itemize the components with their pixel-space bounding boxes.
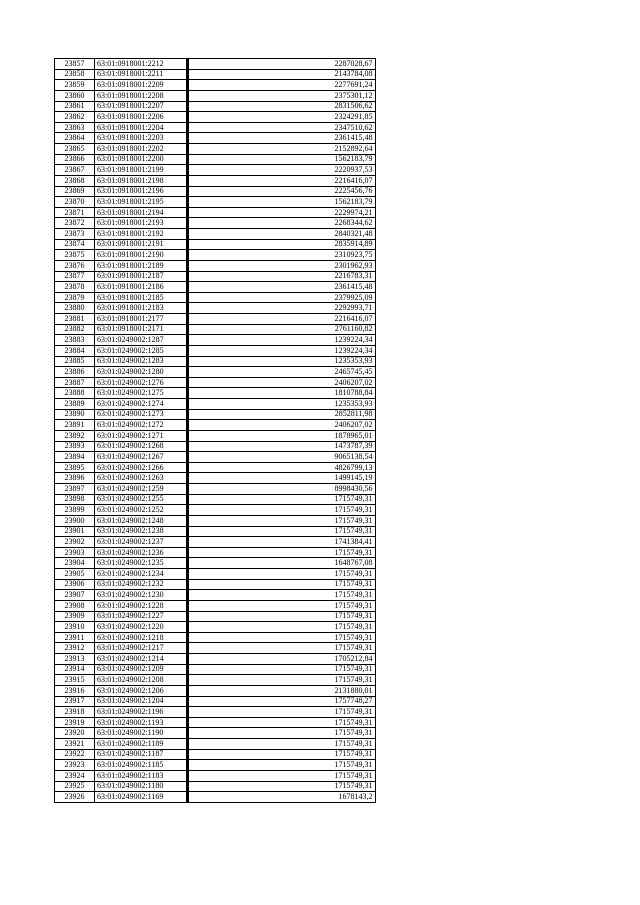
row-number-cell: 23916 bbox=[55, 685, 95, 696]
cadastral-number-cell: 63:01:0249002:1183 bbox=[95, 770, 187, 781]
cadastral-number-cell: 63:01:0918001:2198 bbox=[95, 175, 187, 186]
cadastral-value-cell: 1715749,31 bbox=[188, 770, 375, 781]
table-row bbox=[55, 728, 376, 739]
row-number-cell: 23874 bbox=[55, 239, 95, 250]
row-number-cell: 23877 bbox=[55, 271, 95, 282]
cadastral-value-cell: 2852811,98 bbox=[188, 409, 375, 420]
row-number-cell: 23884 bbox=[55, 345, 95, 356]
cadastral-value-cell: 2152892,64 bbox=[188, 144, 375, 155]
table-row bbox=[55, 739, 376, 750]
cadastral-number-cell: 63:01:0918001:2199 bbox=[95, 165, 187, 176]
table-row bbox=[55, 792, 376, 803]
table-row bbox=[55, 229, 376, 240]
row-number-cell: 23912 bbox=[55, 643, 95, 654]
row-number-cell: 23920 bbox=[55, 728, 95, 739]
table-row bbox=[55, 154, 376, 165]
cadastral-value-cell: 2229974,21 bbox=[188, 207, 375, 218]
cadastral-value-cell: 1715749,31 bbox=[188, 494, 375, 505]
cadastral-value-cell: 2379925,09 bbox=[188, 292, 375, 303]
table-row bbox=[55, 675, 376, 686]
cadastral-value-cell: 2220937,53 bbox=[188, 165, 375, 176]
cadastral-number-cell: 63:01:0249002:1283 bbox=[95, 356, 187, 367]
cadastral-number-cell: 63:01:0249002:1234 bbox=[95, 569, 187, 580]
cadastral-value-cell: 2465745,45 bbox=[188, 367, 375, 378]
cadastral-value-cell: 1715749,31 bbox=[188, 590, 375, 601]
table-row bbox=[55, 430, 376, 441]
cadastral-number-cell: 63:01:0249002:1220 bbox=[95, 622, 187, 633]
row-number-cell: 23899 bbox=[55, 505, 95, 516]
row-number-cell: 23903 bbox=[55, 547, 95, 558]
cadastral-number-cell: 63:01:0249002:1189 bbox=[95, 739, 187, 750]
table-row bbox=[55, 399, 376, 410]
cadastral-number-cell: 63:01:0918001:2203 bbox=[95, 133, 187, 144]
row-number-cell: 23907 bbox=[55, 590, 95, 601]
table-row bbox=[55, 122, 376, 133]
table-row bbox=[55, 420, 376, 431]
cadastral-number-cell: 63:01:0249002:1204 bbox=[95, 696, 187, 707]
cadastral-value-cell: 2347510,62 bbox=[188, 122, 375, 133]
cadastral-number-cell: 63:01:0918001:2193 bbox=[95, 218, 187, 229]
row-number-cell: 23863 bbox=[55, 122, 95, 133]
cadastral-number-cell: 63:01:0918001:2212 bbox=[95, 59, 187, 70]
row-number-cell: 23892 bbox=[55, 430, 95, 441]
row-number-cell: 23909 bbox=[55, 611, 95, 622]
row-number-cell: 23890 bbox=[55, 409, 95, 420]
cadastral-number-cell: 63:01:0918001:2202 bbox=[95, 144, 187, 155]
cadastral-value-cell: 2761160,82 bbox=[188, 324, 375, 335]
cadastral-value-cell: 1239224,34 bbox=[188, 345, 375, 356]
cadastral-number-cell: 63:01:0249002:1193 bbox=[95, 717, 187, 728]
cadastral-value-cell: 1715749,31 bbox=[188, 760, 375, 771]
row-number-cell: 23861 bbox=[55, 101, 95, 112]
cadastral-value-cell: 1235353,93 bbox=[188, 356, 375, 367]
cadastral-value-cell: 2840321,48 bbox=[188, 229, 375, 240]
table-row bbox=[55, 484, 376, 495]
cadastral-value-cell: 1715749,31 bbox=[188, 739, 375, 750]
cadastral-value-cell: 2301962,93 bbox=[188, 260, 375, 271]
table-row bbox=[55, 101, 376, 112]
cadastral-value-cell: 2835914,89 bbox=[188, 239, 375, 250]
row-number-cell: 23860 bbox=[55, 90, 95, 101]
table-row bbox=[55, 749, 376, 760]
cadastral-number-cell: 63:01:0249002:1263 bbox=[95, 473, 187, 484]
cadastral-number-cell: 63:01:0249002:1252 bbox=[95, 505, 187, 516]
row-number-cell: 23883 bbox=[55, 335, 95, 346]
cadastral-value-cell: 1715749,31 bbox=[188, 749, 375, 760]
table-row bbox=[55, 537, 376, 548]
cadastral-value-cell: 1562183,79 bbox=[188, 197, 375, 208]
cadastral-number-cell: 63:01:0249002:1287 bbox=[95, 335, 187, 346]
cadastral-number-cell: 63:01:0249002:1268 bbox=[95, 441, 187, 452]
table-row bbox=[55, 112, 376, 123]
cadastral-value-cell: 2310923,75 bbox=[188, 250, 375, 261]
cadastral-number-cell: 63:01:0918001:2194 bbox=[95, 207, 187, 218]
cadastral-number-cell: 63:01:0249002:1267 bbox=[95, 452, 187, 463]
row-number-cell: 23866 bbox=[55, 154, 95, 165]
cadastral-number-cell: 63:01:0249002:1208 bbox=[95, 675, 187, 686]
row-number-cell: 23871 bbox=[55, 207, 95, 218]
cadastral-number-cell: 63:01:0249002:1196 bbox=[95, 707, 187, 718]
table-row bbox=[55, 314, 376, 325]
table-row bbox=[55, 494, 376, 505]
cadastral-value-cell: 1715749,31 bbox=[188, 728, 375, 739]
cadastral-number-cell: 63:01:0918001:2208 bbox=[95, 90, 187, 101]
cadastral-number-cell: 63:01:0249002:1255 bbox=[95, 494, 187, 505]
cadastral-number-cell: 63:01:0918001:2185 bbox=[95, 292, 187, 303]
cadastral-number-cell: 63:01:0918001:2195 bbox=[95, 197, 187, 208]
row-number-cell: 23901 bbox=[55, 526, 95, 537]
cadastral-number-cell: 63:01:0249002:1214 bbox=[95, 654, 187, 665]
row-number-cell: 23898 bbox=[55, 494, 95, 505]
table-row bbox=[55, 207, 376, 218]
table-row bbox=[55, 590, 376, 601]
table-row bbox=[55, 696, 376, 707]
table-row bbox=[55, 388, 376, 399]
table-row bbox=[55, 59, 376, 70]
cadastral-number-cell: 63:01:0249002:1180 bbox=[95, 781, 187, 792]
table-row bbox=[55, 685, 376, 696]
table-row bbox=[55, 292, 376, 303]
cadastral-value-cell: 1499145,19 bbox=[188, 473, 375, 484]
cadastral-number-cell: 63:01:0918001:2192 bbox=[95, 229, 187, 240]
table-row bbox=[55, 260, 376, 271]
cadastral-number-cell: 63:01:0918001:2196 bbox=[95, 186, 187, 197]
table-row bbox=[55, 441, 376, 452]
table-row bbox=[55, 770, 376, 781]
table-row bbox=[55, 218, 376, 229]
row-number-cell: 23922 bbox=[55, 749, 95, 760]
table-row bbox=[55, 547, 376, 558]
cadastral-value-cell: 2406207,02 bbox=[188, 420, 375, 431]
cadastral-number-cell: 63:01:0249002:1169 bbox=[95, 792, 187, 803]
table-row bbox=[55, 165, 376, 176]
cadastral-value-cell: 1715749,31 bbox=[188, 515, 375, 526]
cadastral-value-cell: 1715749,31 bbox=[188, 643, 375, 654]
row-number-cell: 23921 bbox=[55, 739, 95, 750]
row-number-cell: 23878 bbox=[55, 282, 95, 293]
row-number-cell: 23911 bbox=[55, 632, 95, 643]
table-row bbox=[55, 515, 376, 526]
table-row bbox=[55, 377, 376, 388]
row-number-cell: 23862 bbox=[55, 112, 95, 123]
table-row bbox=[55, 303, 376, 314]
cadastral-number-cell: 63:01:0249002:1227 bbox=[95, 611, 187, 622]
table-row bbox=[55, 144, 376, 155]
cadastral-value-cell: 1715749,31 bbox=[188, 632, 375, 643]
cadastral-value-cell: 1741384,41 bbox=[188, 537, 375, 548]
row-number-cell: 23872 bbox=[55, 218, 95, 229]
cadastral-number-cell: 63:01:0249002:1272 bbox=[95, 420, 187, 431]
cadastral-value-cell: 1878965,01 bbox=[188, 430, 375, 441]
cadastral-number-cell: 63:01:0918001:2206 bbox=[95, 112, 187, 123]
cadastral-value-cell: 2292993,71 bbox=[188, 303, 375, 314]
cadastral-value-cell: 2131880,01 bbox=[188, 685, 375, 696]
cadastral-number-cell: 63:01:0249002:1274 bbox=[95, 399, 187, 410]
row-number-cell: 23857 bbox=[55, 59, 95, 70]
cadastral-number-cell: 63:01:0918001:2183 bbox=[95, 303, 187, 314]
row-number-cell: 23902 bbox=[55, 537, 95, 548]
cadastral-number-cell: 63:01:0918001:2211 bbox=[95, 69, 187, 80]
row-number-cell: 23864 bbox=[55, 133, 95, 144]
row-number-cell: 23880 bbox=[55, 303, 95, 314]
cadastral-value-cell: 2831506,62 bbox=[188, 101, 375, 112]
row-number-cell: 23918 bbox=[55, 707, 95, 718]
row-number-cell: 23858 bbox=[55, 69, 95, 80]
table-row bbox=[55, 600, 376, 611]
cadastral-number-cell: 63:01:0249002:1190 bbox=[95, 728, 187, 739]
table-row bbox=[55, 250, 376, 261]
row-number-cell: 23924 bbox=[55, 770, 95, 781]
cadastral-number-cell: 63:01:0249002:1273 bbox=[95, 409, 187, 420]
row-number-cell: 23923 bbox=[55, 760, 95, 771]
cadastral-number-cell: 63:01:0249002:1187 bbox=[95, 749, 187, 760]
table-row bbox=[55, 664, 376, 675]
row-number-cell: 23887 bbox=[55, 377, 95, 388]
row-number-cell: 23913 bbox=[55, 654, 95, 665]
row-number-cell: 23896 bbox=[55, 473, 95, 484]
cadastral-number-cell: 63:01:0249002:1228 bbox=[95, 600, 187, 611]
table-row bbox=[55, 133, 376, 144]
cadastral-value-cell: 1235353,93 bbox=[188, 399, 375, 410]
row-number-cell: 23910 bbox=[55, 622, 95, 633]
cadastral-value-cell: 2375301,12 bbox=[188, 90, 375, 101]
table-row bbox=[55, 707, 376, 718]
table-row bbox=[55, 271, 376, 282]
table-row bbox=[55, 452, 376, 463]
table-row bbox=[55, 760, 376, 771]
table-row bbox=[55, 345, 376, 356]
cadastral-value-cell: 2361415,48 bbox=[188, 282, 375, 293]
cadastral-value-cell: 1715749,31 bbox=[188, 547, 375, 558]
cadastral-value-cell: 2361415,48 bbox=[188, 133, 375, 144]
table-row bbox=[55, 90, 376, 101]
cadastral-number-cell: 63:01:0918001:2190 bbox=[95, 250, 187, 261]
cadastral-value-cell: 1810788,84 bbox=[188, 388, 375, 399]
cadastral-value-cell: 1648767,08 bbox=[188, 558, 375, 569]
table-row bbox=[55, 356, 376, 367]
cadastral-number-cell: 63:01:0918001:2189 bbox=[95, 260, 187, 271]
cadastral-value-cell: 2268344,62 bbox=[188, 218, 375, 229]
cadastral-number-cell: 63:01:0918001:2204 bbox=[95, 122, 187, 133]
cadastral-number-cell: 63:01:0918001:2186 bbox=[95, 282, 187, 293]
row-number-cell: 23895 bbox=[55, 462, 95, 473]
table-row bbox=[55, 197, 376, 208]
table-row bbox=[55, 80, 376, 91]
table-row bbox=[55, 462, 376, 473]
cadastral-number-cell: 63:01:0249002:1185 bbox=[95, 760, 187, 771]
row-number-cell: 23885 bbox=[55, 356, 95, 367]
cadastral-value-cell: 2287028,67 bbox=[188, 59, 375, 70]
cadastral-value-cell: 1715749,31 bbox=[188, 579, 375, 590]
table-row bbox=[55, 611, 376, 622]
cadastral-number-cell: 63:01:0918001:2191 bbox=[95, 239, 187, 250]
cadastral-number-cell: 63:01:0249002:1235 bbox=[95, 558, 187, 569]
row-number-cell: 23875 bbox=[55, 250, 95, 261]
row-number-cell: 23889 bbox=[55, 399, 95, 410]
row-number-cell: 23900 bbox=[55, 515, 95, 526]
table-row bbox=[55, 579, 376, 590]
cadastral-value-cell: 2225456,76 bbox=[188, 186, 375, 197]
table-row bbox=[55, 367, 376, 378]
cadastral-value-cell: 2143784,08 bbox=[188, 69, 375, 80]
cadastral-number-cell: 63:01:0249002:1217 bbox=[95, 643, 187, 654]
row-number-cell: 23886 bbox=[55, 367, 95, 378]
table-row bbox=[55, 505, 376, 516]
table-row bbox=[55, 558, 376, 569]
cadastral-number-cell: 63:01:0249002:1280 bbox=[95, 367, 187, 378]
row-number-cell: 23904 bbox=[55, 558, 95, 569]
cadastral-number-cell: 63:01:0918001:2187 bbox=[95, 271, 187, 282]
cadastral-value-cell: 1473787,39 bbox=[188, 441, 375, 452]
row-number-cell: 23905 bbox=[55, 569, 95, 580]
row-number-cell: 23888 bbox=[55, 388, 95, 399]
cadastral-number-cell: 63:01:0918001:2200 bbox=[95, 154, 187, 165]
row-number-cell: 23893 bbox=[55, 441, 95, 452]
cadastral-number-cell: 63:01:0249002:1276 bbox=[95, 377, 187, 388]
row-number-cell: 23873 bbox=[55, 229, 95, 240]
cadastral-number-cell: 63:01:0249002:1238 bbox=[95, 526, 187, 537]
cadastral-value-cell: 1562183,79 bbox=[188, 154, 375, 165]
row-number-cell: 23897 bbox=[55, 484, 95, 495]
cadastral-number-cell: 63:01:0249002:1206 bbox=[95, 685, 187, 696]
row-number-cell: 23915 bbox=[55, 675, 95, 686]
cadastral-number-cell: 63:01:0918001:2209 bbox=[95, 80, 187, 91]
row-number-cell: 23859 bbox=[55, 80, 95, 91]
row-number-cell: 23917 bbox=[55, 696, 95, 707]
cadastral-number-cell: 63:01:0249002:1248 bbox=[95, 515, 187, 526]
row-number-cell: 23925 bbox=[55, 781, 95, 792]
cadastral-number-cell: 63:01:0249002:1218 bbox=[95, 632, 187, 643]
cadastral-number-cell: 63:01:0918001:2207 bbox=[95, 101, 187, 112]
cadastral-value-cell: 1705212,84 bbox=[188, 654, 375, 665]
table-row bbox=[55, 654, 376, 665]
row-number-cell: 23882 bbox=[55, 324, 95, 335]
table-row bbox=[55, 569, 376, 580]
cadastral-value-cell: 1715749,31 bbox=[188, 611, 375, 622]
table-row bbox=[55, 175, 376, 186]
cadastral-value-cell: 1715749,31 bbox=[188, 781, 375, 792]
row-number-cell: 23926 bbox=[55, 792, 95, 803]
table-body bbox=[55, 59, 376, 803]
cadastral-value-cell: 1239224,34 bbox=[188, 335, 375, 346]
cadastral-number-cell: 63:01:0249002:1271 bbox=[95, 430, 187, 441]
table-row bbox=[55, 186, 376, 197]
table-row bbox=[55, 717, 376, 728]
cadastral-value-cell: 2216783,31 bbox=[188, 271, 375, 282]
cadastral-number-cell: 63:01:0918001:2177 bbox=[95, 314, 187, 325]
row-number-cell: 23867 bbox=[55, 165, 95, 176]
cadastral-number-cell: 63:01:0918001:2171 bbox=[95, 324, 187, 335]
cadastral-value-table bbox=[54, 58, 376, 803]
row-number-cell: 23869 bbox=[55, 186, 95, 197]
cadastral-value-cell: 2324291,85 bbox=[188, 112, 375, 123]
table-row bbox=[55, 781, 376, 792]
row-number-cell: 23879 bbox=[55, 292, 95, 303]
cadastral-number-cell: 63:01:0249002:1230 bbox=[95, 590, 187, 601]
cadastral-number-cell: 63:01:0249002:1232 bbox=[95, 579, 187, 590]
cadastral-value-cell: 1715749,31 bbox=[188, 717, 375, 728]
cadastral-value-cell: 9065138,54 bbox=[188, 452, 375, 463]
table-row bbox=[55, 622, 376, 633]
cadastral-value-cell: 1715749,31 bbox=[188, 622, 375, 633]
table-row bbox=[55, 632, 376, 643]
row-number-cell: 23894 bbox=[55, 452, 95, 463]
row-number-cell: 23876 bbox=[55, 260, 95, 271]
table-row bbox=[55, 239, 376, 250]
cadastral-value-cell: 4826799,13 bbox=[188, 462, 375, 473]
cadastral-value-cell: 2406207,02 bbox=[188, 377, 375, 388]
row-number-cell: 23868 bbox=[55, 175, 95, 186]
table-row bbox=[55, 409, 376, 420]
cadastral-value-cell: 2216416,07 bbox=[188, 314, 375, 325]
row-number-cell: 23870 bbox=[55, 197, 95, 208]
table-row bbox=[55, 69, 376, 80]
table-row bbox=[55, 335, 376, 346]
table-row bbox=[55, 324, 376, 335]
cadastral-value-cell: 1715749,31 bbox=[188, 526, 375, 537]
row-number-cell: 23881 bbox=[55, 314, 95, 325]
cadastral-number-cell: 63:01:0249002:1285 bbox=[95, 345, 187, 356]
cadastral-value-cell: 1715749,31 bbox=[188, 569, 375, 580]
cadastral-number-cell: 63:01:0249002:1275 bbox=[95, 388, 187, 399]
row-number-cell: 23865 bbox=[55, 144, 95, 155]
cadastral-value-cell: 1757748,27 bbox=[188, 696, 375, 707]
cadastral-value-cell: 1678143,2 bbox=[188, 792, 375, 803]
cadastral-number-cell: 63:01:0249002:1237 bbox=[95, 537, 187, 548]
row-number-cell: 23919 bbox=[55, 717, 95, 728]
table-row bbox=[55, 643, 376, 654]
cadastral-number-cell: 63:01:0249002:1236 bbox=[95, 547, 187, 558]
row-number-cell: 23914 bbox=[55, 664, 95, 675]
cadastral-value-cell: 1715749,31 bbox=[188, 664, 375, 675]
row-number-cell: 23906 bbox=[55, 579, 95, 590]
cadastral-value-cell: 1715749,31 bbox=[188, 505, 375, 516]
row-number-cell: 23891 bbox=[55, 420, 95, 431]
cadastral-number-cell: 63:01:0249002:1266 bbox=[95, 462, 187, 473]
cadastral-value-cell: 1715749,31 bbox=[188, 707, 375, 718]
cadastral-value-cell: 1715749,31 bbox=[188, 675, 375, 686]
table-row bbox=[55, 473, 376, 484]
cadastral-number-cell: 63:01:0249002:1209 bbox=[95, 664, 187, 675]
cadastral-number-cell: 63:01:0249002:1259 bbox=[95, 484, 187, 495]
row-number-cell: 23908 bbox=[55, 600, 95, 611]
cadastral-value-cell: 2216416,07 bbox=[188, 175, 375, 186]
cadastral-value-cell: 8998430,56 bbox=[188, 484, 375, 495]
cadastral-value-cell: 2277691,24 bbox=[188, 80, 375, 91]
cadastral-value-cell: 1715749,31 bbox=[188, 600, 375, 611]
table-row bbox=[55, 282, 376, 293]
table-row bbox=[55, 526, 376, 537]
